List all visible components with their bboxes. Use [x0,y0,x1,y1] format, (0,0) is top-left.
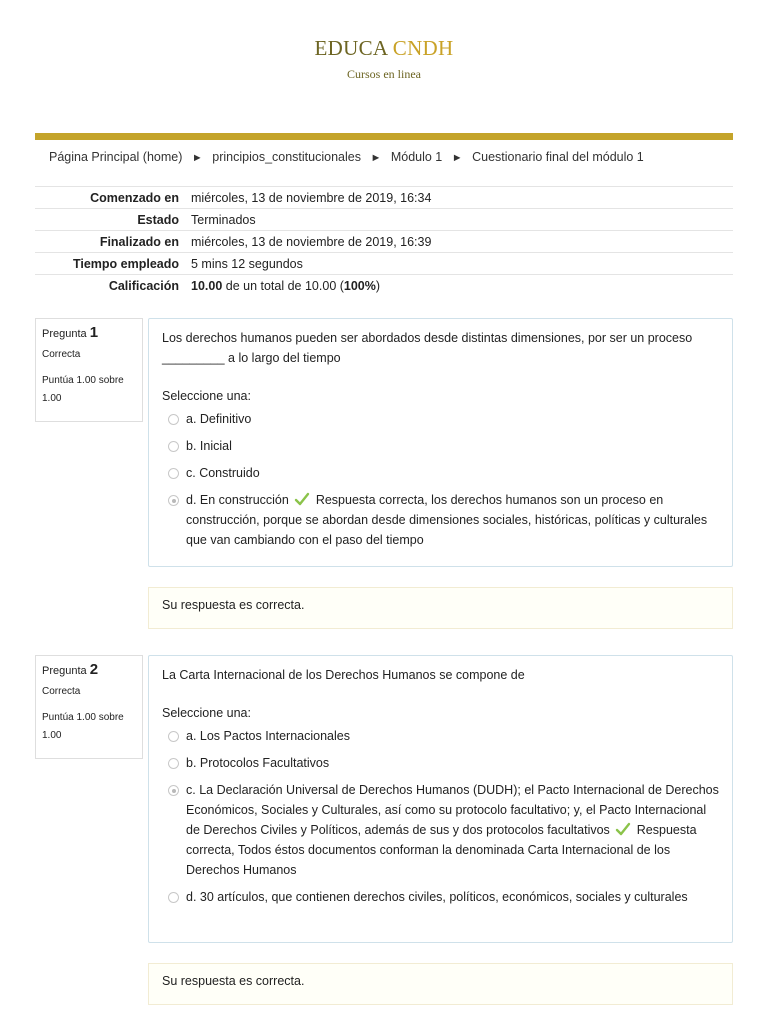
radio-icon[interactable] [168,892,179,903]
answer-option-label: b. Protocolos Facultativos [186,756,330,770]
attempt-summary-table [35,186,733,297]
grade-paren: ) [375,278,381,293]
header-bar [35,133,733,140]
summary-value: miércoles, 13 de noviembre de 2019, 16:39 [191,234,432,249]
radio-icon[interactable] [168,468,179,479]
grade-total: de un total de 10.00 ( [222,278,344,293]
summary-label: Finalizado en [99,234,179,249]
answer-option-label: c. Construido [186,466,260,480]
radio-icon[interactable] [168,414,179,425]
answer-option[interactable] [162,753,719,773]
radio-icon[interactable] [168,731,179,742]
question-info-2 [35,655,143,759]
question-number [42,324,136,341]
answer-option[interactable] [162,463,719,483]
answer-option[interactable] [162,887,719,907]
breadcrumb-quiz[interactable]: Cuestionario final del módulo 1 [472,150,644,164]
answer-feedback: Respuesta correcta, Todos éstos documentos conforman la denominada Carta Internacional de los Derechos Humanos [186,823,697,877]
breadcrumb-module[interactable]: Módulo 1 [390,150,443,164]
question-feedback-2: Su respuesta es correcta. [148,963,733,1005]
summary-value: Terminados [191,212,256,227]
question-label: Pregunta [42,665,87,677]
question-prompt: Seleccione una: [162,389,251,403]
breadcrumb [49,150,739,164]
answer-option-label: d. En construcción [186,493,289,507]
question-prompt: Seleccione una: [162,706,251,720]
question-content-2 [148,655,733,943]
question-label: Pregunta [42,328,87,340]
answer-option[interactable] [162,409,719,429]
breadcrumb-separator-icon: ► [191,152,203,164]
answer-option-selected[interactable] [162,490,719,550]
grade-percent: 100% [343,278,376,293]
summary-label: Estado [137,212,179,227]
breadcrumb-course[interactable]: principios_constitucionales [212,150,361,164]
summary-row-finished [35,231,733,253]
answer-option-label: a. Definitivo [186,412,252,426]
site-title[interactable] [0,36,768,61]
question-text: Los derechos humanos pueden ser abordados desde distintas dimensiones, por ser un proceso _________ a lo largo del tiempo [162,331,693,365]
grade-score: 10.00 [191,278,223,293]
site-subtitle: Cursos en linea [347,67,421,81]
answer-option-label: b. Inicial [186,439,232,453]
summary-row-started [35,187,733,209]
summary-value: miércoles, 13 de noviembre de 2019, 16:34 [191,190,432,205]
summary-row-time [35,253,733,275]
answer-option[interactable] [162,436,719,456]
radio-icon[interactable] [168,441,179,452]
radio-icon[interactable] [168,495,179,506]
breadcrumb-home[interactable]: Página Principal (home) [49,150,183,164]
summary-row-state [35,209,733,231]
check-icon [615,822,631,836]
question-info-1 [35,318,143,422]
question-text: La Carta Internacional de los Derechos Humanos se compone de [162,668,525,682]
question-number-value: 1 [89,324,99,341]
breadcrumb-separator-icon: ► [370,152,382,164]
summary-label: Calificación [108,278,179,293]
summary-row-grade [35,275,733,297]
question-number-value: 2 [89,661,99,678]
question-grade: Puntúa 1.00 sobre 1.00 [42,712,124,741]
answer-option-selected[interactable] [162,780,719,880]
site-title-part2: CNDH [392,36,454,60]
summary-label: Comenzado en [90,190,179,205]
check-icon [294,492,310,506]
radio-icon[interactable] [168,785,179,796]
summary-value: 5 mins 12 segundos [191,256,303,271]
question-grade: Puntúa 1.00 sobre 1.00 [42,375,124,404]
summary-label: Tiempo empleado [72,256,179,271]
breadcrumb-separator-icon: ► [451,152,463,164]
radio-icon[interactable] [168,758,179,769]
site-brand [0,36,768,82]
summary-value [185,275,733,297]
question-content-1 [148,318,733,567]
answer-feedback: Respuesta correcta, los derechos humanos son un proceso en construcción, porque se abordan desde dimensiones sociales, históricas, políticas y culturales que van cambiando con el paso del tiempo [186,493,708,547]
answer-option-label: a. Los Pactos Internacionales [186,729,350,743]
question-state: Correcta [42,686,81,697]
answer-option-label: c. La Declaración Universal de Derechos Humanos (DUDH); el Pacto Internacional de Derechos Económicos, Sociales y Culturales, así como su protocolo facultativo; y, el Pacto Internacional de Derechos Civiles y Políticos, además de sus y dos protocolos facultativos [186,783,719,837]
site-title-part1: EDUCA [314,36,388,60]
question-state: Correcta [42,349,81,360]
question-number [42,661,136,678]
question-feedback-1: Su respuesta es correcta. [148,587,733,629]
answer-option[interactable] [162,726,719,746]
answer-option-label: d. 30 artículos, que contienen derechos civiles, políticos, económicos, sociales y culturales [186,890,688,904]
